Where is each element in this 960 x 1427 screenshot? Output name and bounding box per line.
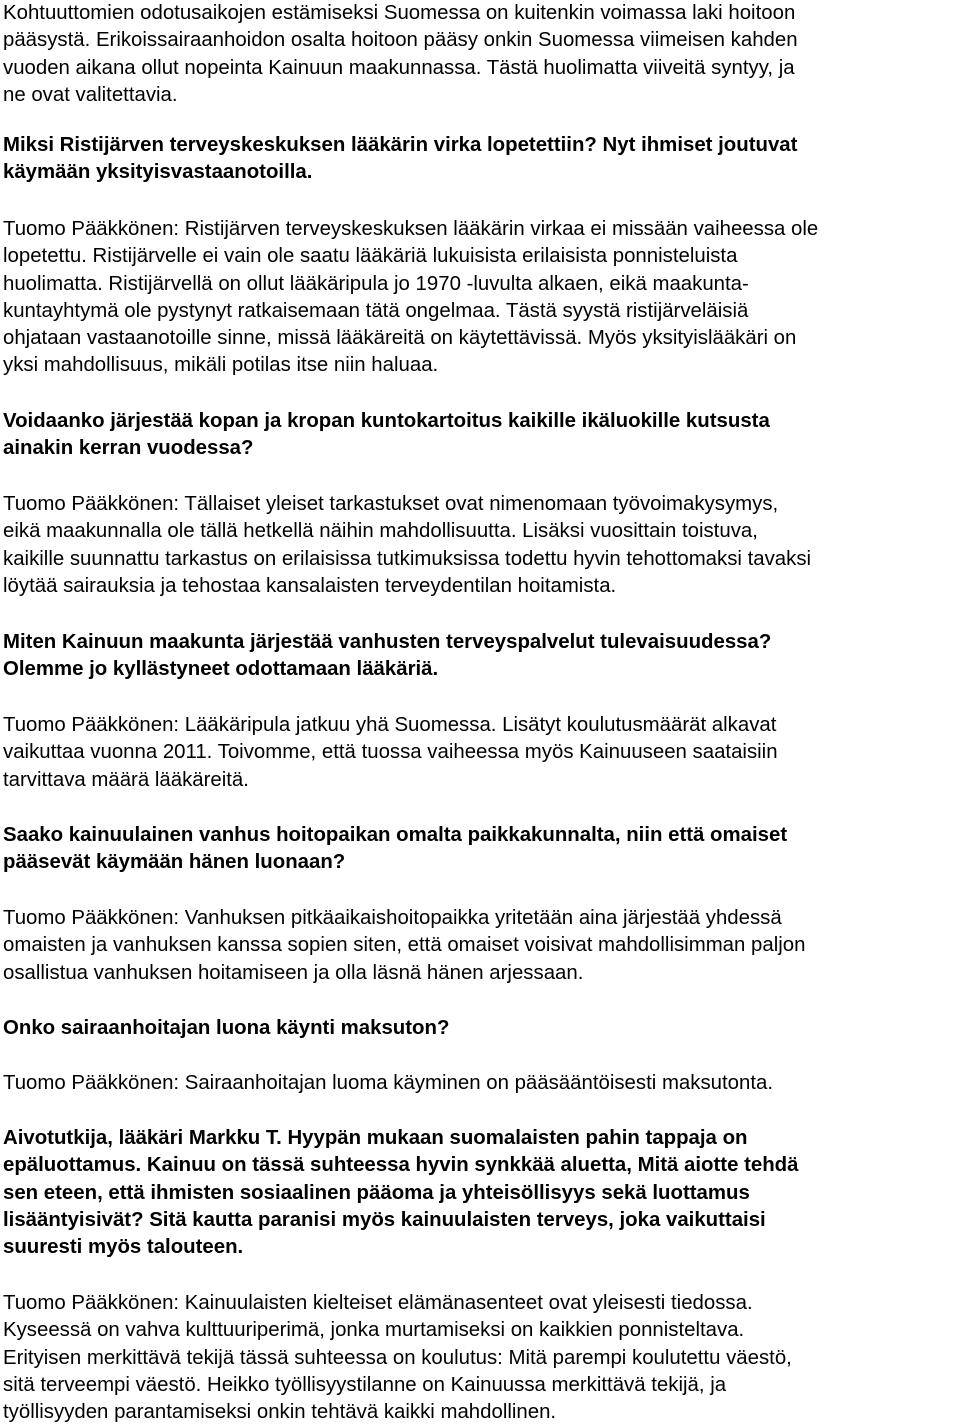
text-line: ne ovat valitettavia. [3,83,178,106]
text-line: Tuomo Pääkkönen: Lääkäripula jatkuu yhä Suomessa. Lisätyt koulutusmäärät alkavat [3,714,777,736]
text-line: Aivotutkija, lääkäri Markku T. Hyypän mukaan suomalaisten pahin tappaja on [3,1127,748,1149]
text-line: Kyseessä on vahva kulttuuriperimä, jonka murtamiseksi on kaikkien ponnisteltava. [3,1319,745,1342]
text-line: Kohtuuttomien odotusaikojen estämiseksi Suomessa on kuitenkin voimassa laki hoitoon [3,2,796,24]
text-line: pääsevät käymään hänen luonaan? [3,851,346,874]
text-line: kuntayhtymä ole pystynyt ratkaisemaan tätä ongelmaa. Tästä syystä ristijärveläisiä [3,299,749,322]
text-line: Tuomo Pääkkönen: Kainuulaisten kielteiset elämänasenteet ovat yleisesti tiedossa. [3,1292,753,1314]
answer-paragraph [3,491,958,600]
text-line: kaikille suunnattu tarkastus on erilaisissa tutkimuksissa todettu hyvin tehottomaksi tavaksi [3,547,812,570]
text-line: Tuomo Pääkkönen: Sairaanhoitajan luoma käyminen on pääsääntöisesti maksutonta. [3,1072,774,1094]
text-line: löytää sairauksia ja tehostaa kansalaisten terveydentilan hoitamista. [3,574,617,597]
text-line: vaikuttaa vuonna 2011. Toivomme, että tuossa vaiheessa myös Kainuuseen saataisiin [3,741,778,764]
answer-paragraph [3,216,958,380]
text-line: lisääntyisivät? Sitä kautta paranisi myös kainuulaisten terveys, joka vaikuttaisi [3,1208,766,1231]
text-line: eikä maakunnalla ole tällä hetkellä näihin mahdollisuutta. Lisäksi vuosittain toistuva, [3,520,758,543]
text-line: omaisten ja vanhuksen kanssa sopien siten, että omaiset voisivat mahdollisimman paljon [3,934,806,957]
text-line: Voidaanko järjestää kopan ja kropan kuntokartoitus kaikille ikäluokille kutsusta [3,410,770,432]
text-line: käymään yksityisvastaanotoilla. [3,161,313,184]
question-paragraph [3,408,958,463]
text-line: pääsystä. Erikoissairaanhoidon osalta hoitoon pääsy onkin Suomessa viimeisen kahden [3,29,798,52]
answer-paragraph [3,0,958,109]
text-line: Tuomo Pääkkönen: Tällaiset yleiset tarkastukset ovat nimenomaan työvoimakysymys, [3,493,779,515]
text-line: ohjataan vastaanotoille sinne, missä lääkäreitä on käytettävissä. Myös yksityislääkäri on [3,327,797,350]
answer-paragraph [3,1070,958,1097]
answer-paragraph [3,712,958,794]
text-line: epäluottamus. Kainuu on tässä suhteessa hyvin synkkää aluetta, Mitä aiotte tehdä [3,1154,799,1177]
text-line: lopetettu. Ristijärvelle ei vain ole saatu lääkäriä lukuisista erilaisista ponnisteluista [3,245,738,268]
text-line: Miksi Ristijärven terveyskeskuksen lääkärin virka lopetettiin? Nyt ihmiset joutuvat [3,134,798,156]
text-line: yksi mahdollisuus, mikäli potilas itse niin haluaa. [3,354,439,377]
text-line: Onko sairaanhoitajan luona käynti maksuton? [3,1017,450,1039]
question-paragraph [3,132,958,187]
text-line: Miten Kainuun maakunta järjestää vanhusten terveyspalvelut tulevaisuudessa? [3,631,772,653]
text-line: Saako kainuulainen vanhus hoitopaikan omalta paikkakunnalta, niin että omaiset [3,824,788,846]
text-line: Tuomo Pääkkönen: Vanhuksen pitkäaikaishoitopaikka yritetään aina järjestää yhdessä [3,907,782,929]
answer-paragraph [3,1290,958,1426]
text-line: Erityisen merkittävä tekijä tässä suhteessa on koulutus: Mitä parempi koulutettu väestö, [3,1346,792,1369]
text-line: tarvittava määrä lääkäreitä. [3,768,249,791]
text-line: sitä terveempi väestö. Heikko työllisyystilanne on Kainuussa merkittävä tekijä, ja [3,1373,727,1396]
question-paragraph [3,1125,958,1261]
text-line: suuresti myös talouteen. [3,1236,244,1259]
text-line: osallistua vanhuksen hoitamiseen ja olla läsnä hänen arjessaan. [3,961,584,984]
text-line: Tuomo Pääkkönen: Ristijärven terveyskeskuksen lääkärin virkaa ei missään vaiheessa ole [3,218,819,240]
question-paragraph [3,629,958,684]
text-line: Olemme jo kyllästyneet odottamaan lääkäriä. [3,658,439,681]
text-line: ainakin kerran vuodessa? [3,437,254,460]
question-paragraph [3,822,958,877]
text-line: huolimatta. Ristijärvellä on ollut lääkäripula jo 1970 -luvulta alkaen, eikä maakunta- [3,272,749,295]
text-line: vuoden aikana ollut nopeinta Kainuun maakunnassa. Tästä huolimatta viiveitä syntyy, ja [3,56,795,79]
question-paragraph [3,1015,958,1042]
text-line: sen eteen, että ihmisten sosiaalinen pääoma ja yhteisöllisyys sekä luottamus [3,1181,750,1204]
answer-paragraph [3,905,958,987]
text-line: työllisyyden parantamiseksi onkin tehtävä kaikki mahdollinen. [3,1401,557,1424]
